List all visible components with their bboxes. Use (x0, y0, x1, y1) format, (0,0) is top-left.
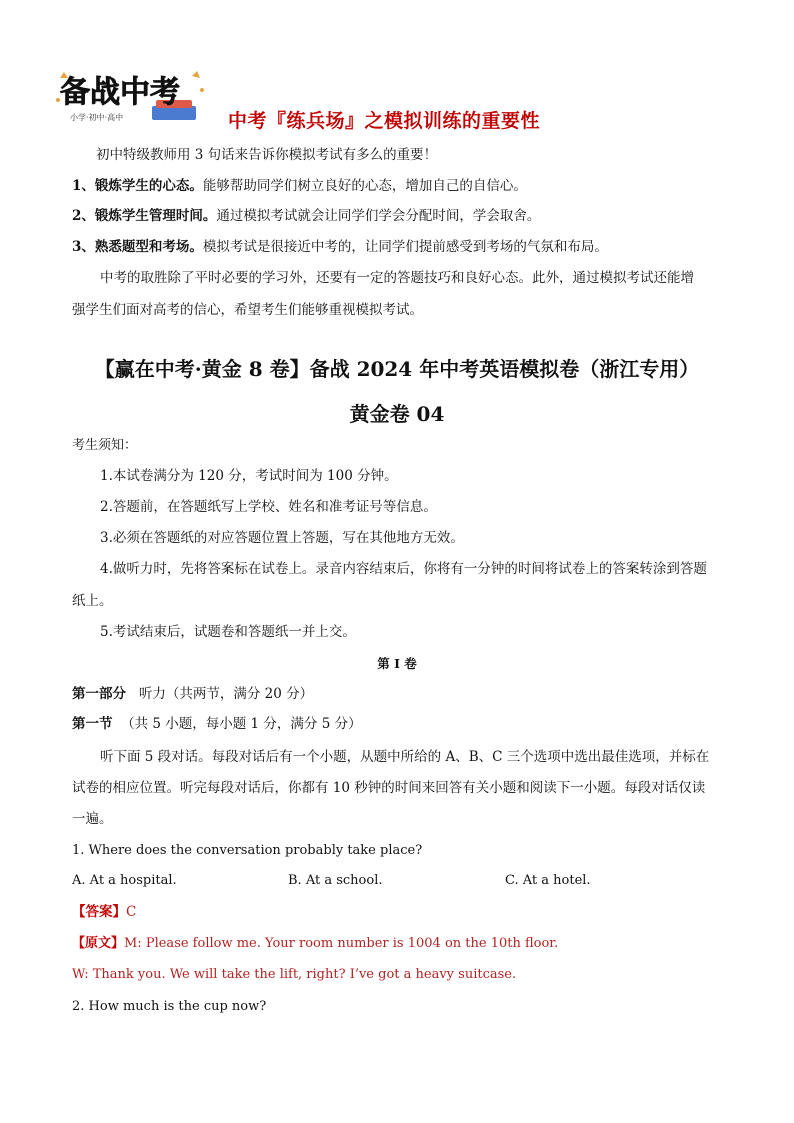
option-c: C. At a hotel. (505, 873, 591, 888)
section1-desc: （共 5 小题，每小题 1 分，满分 5 分） (121, 716, 362, 732)
intro-item-body: 通过模拟考试就会让同学们学会分配时间，学会取舍。 (216, 208, 541, 224)
intro-paragraph-line1: 中考的取胜除了平时必要的学习外，还要有一定的答题技巧和良好心态。此外，通过模拟考试还能增 (100, 270, 694, 286)
part1-desc: 听力（共两节，满分 20 分） (138, 686, 314, 702)
section1-heading (72, 714, 362, 734)
notice-5: 5.考试结束后，试题卷和答题纸一并上交。 (100, 624, 356, 640)
answer-line (72, 902, 136, 922)
exam-subtitle: 黄金卷 04 (349, 402, 445, 426)
instruction-line1: 听下面 5 段对话。每段对话后有一个小题，从题中所给的 A、B、C 三个选项中选出最佳选项，并标在 (100, 749, 710, 765)
script-line-m (72, 934, 558, 954)
exam-title: 【赢在中考·黄金 8 卷】备战 2024 年中考英语模拟卷（浙江专用） (94, 357, 700, 381)
answer-label: 【答案】 (72, 904, 126, 920)
notice-label: 考生须知： (72, 438, 138, 453)
intro-paragraph-line2: 强学生们面对高考的信心，希望考生们能够重视模拟考试。 (72, 302, 423, 318)
notice-2: 2.答题前，在答题纸写上学校、姓名和准考证号等信息。 (100, 499, 437, 515)
script-m: M: Please follow me. Your room number is 1004 on the 10th floor. (124, 936, 559, 951)
volume-heading: 第 I 卷 (377, 656, 417, 671)
section1-label: 第一节 (72, 716, 113, 732)
intro-lead: 初中特级教师用 3 句话来告诉你模拟考试有多么的重要！ (96, 147, 438, 163)
question-1: 1. Where does the conversation probably take place? (72, 843, 423, 858)
logo-text: 备战中考 (60, 75, 180, 110)
instruction-line3: 一遍。 (72, 811, 113, 827)
notice-4: 4.做听力时，先将答案标在试卷上。录音内容结束后，你将有一分钟的时间将试卷上的答案转涂到答题 (100, 561, 707, 577)
option-a: A. At a hospital. (72, 873, 177, 888)
instruction-line2: 试卷的相应位置。听完每段对话后，你都有 10 秒钟的时间来回答有关小题和阅读下一小题。每段对话仅读 (72, 780, 706, 796)
notice-3: 3.必须在答题纸的对应答题位置上答题，写在其他地方无效。 (100, 530, 464, 546)
intro-title: 中考『练兵场』之模拟训练的重要性 (228, 110, 541, 132)
intro-item-head: 2、锻炼学生管理时间。 (72, 208, 217, 224)
intro-item-body: 模拟考试是很接近中考的，让同学们提前感受到考场的气氛和布局。 (202, 239, 608, 255)
intro-item-2 (72, 206, 540, 226)
answer-value: C (126, 904, 137, 920)
intro-item-head: 1、锻炼学生的心态。 (72, 178, 203, 194)
script-label: 【原文】 (72, 936, 125, 951)
notice-1: 1.本试卷满分为 120 分，考试时间为 100 分钟。 (100, 468, 398, 484)
script-w: W: Thank you. We will take the lift, right? I’ve got a heavy suitcase. (72, 967, 517, 982)
logo-subtext: 小学·初中·高中 (70, 113, 124, 122)
intro-item-3 (72, 237, 608, 257)
part1-label: 第一部分 (72, 686, 126, 702)
question-2: 2. How much is the cup now? (72, 999, 267, 1014)
intro-item-1 (72, 176, 527, 196)
part1-heading (72, 684, 313, 704)
intro-item-body: 能够帮助同学们树立良好的心态，增加自己的自信心。 (202, 178, 527, 194)
notice-4-cont: 纸上。 (72, 593, 113, 609)
intro-item-head: 3、熟悉题型和考场。 (72, 239, 203, 255)
exam-logo (52, 58, 212, 128)
option-b: B. At a school. (288, 873, 383, 888)
